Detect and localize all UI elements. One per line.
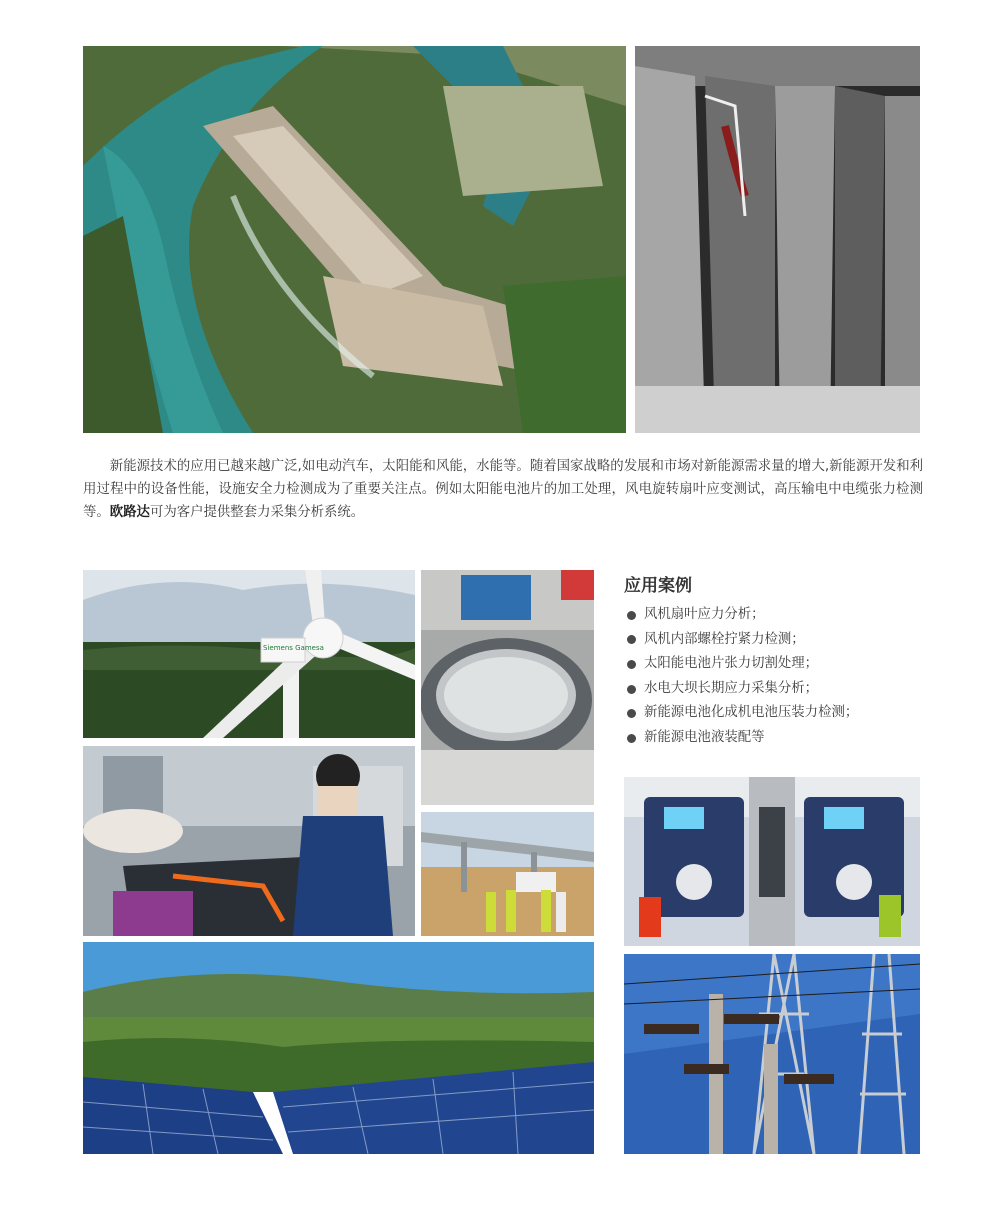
intro-paragraph [83, 455, 923, 524]
application-cases [624, 571, 924, 751]
bullet-icon [627, 660, 636, 669]
case-label: 风机扇叶应力分析； [644, 607, 765, 622]
case-label: 新能源电池化成机电池压装力检测； [644, 705, 859, 721]
wind-turbine-photo [83, 570, 415, 738]
list-item [624, 652, 924, 677]
cases-list [624, 603, 924, 751]
intro-text-before: 新能源技术的应用已越来越广泛,如电动汽车，太阳能和风能，水能等。随着国家战略的发展和市场对新能源需求量的增大,新能源开发和利用过程中的设备性能，设施安全力检测成为了重要关注点。例如太阳能电池片的加工处理，风电旋转扇叶应变测试，高压输电中电缆张力检测等。 [83, 459, 923, 520]
cases-title: 应用案例 [624, 576, 692, 596]
wind-turbine-logo: Siemens Gamesa [263, 644, 324, 652]
hydro-dam-photo [83, 46, 626, 433]
list-item [624, 677, 924, 702]
bullet-icon [627, 685, 636, 694]
intro-text-after: 可为客户提供整套力采集分析系统。 [149, 505, 365, 520]
list-item [624, 726, 924, 751]
bullet-icon [627, 611, 636, 620]
case-label: 水电大坝长期应力采集分析； [644, 680, 819, 696]
case-label: 风机内部螺栓拧紧力检测； [644, 631, 805, 647]
lab-equipment-photo [624, 777, 920, 946]
bearing-ring-photo [421, 570, 594, 805]
list-item [624, 628, 924, 653]
case-label: 新能源电池液装配等 [644, 729, 765, 745]
list-item [624, 701, 924, 726]
solar-panels-photo [83, 942, 594, 1154]
battery-assembly-photo [83, 746, 415, 936]
construction-site-photo [421, 812, 594, 936]
brand-name: 欧路达 [109, 505, 150, 520]
case-label: 太阳能电池片张力切割处理； [644, 656, 819, 672]
power-towers-photo [624, 954, 920, 1154]
list-item [624, 603, 924, 628]
bullet-icon [627, 734, 636, 743]
bullet-icon [627, 709, 636, 718]
turbine-blade-closeup-photo [635, 46, 920, 433]
bullet-icon [627, 635, 636, 644]
